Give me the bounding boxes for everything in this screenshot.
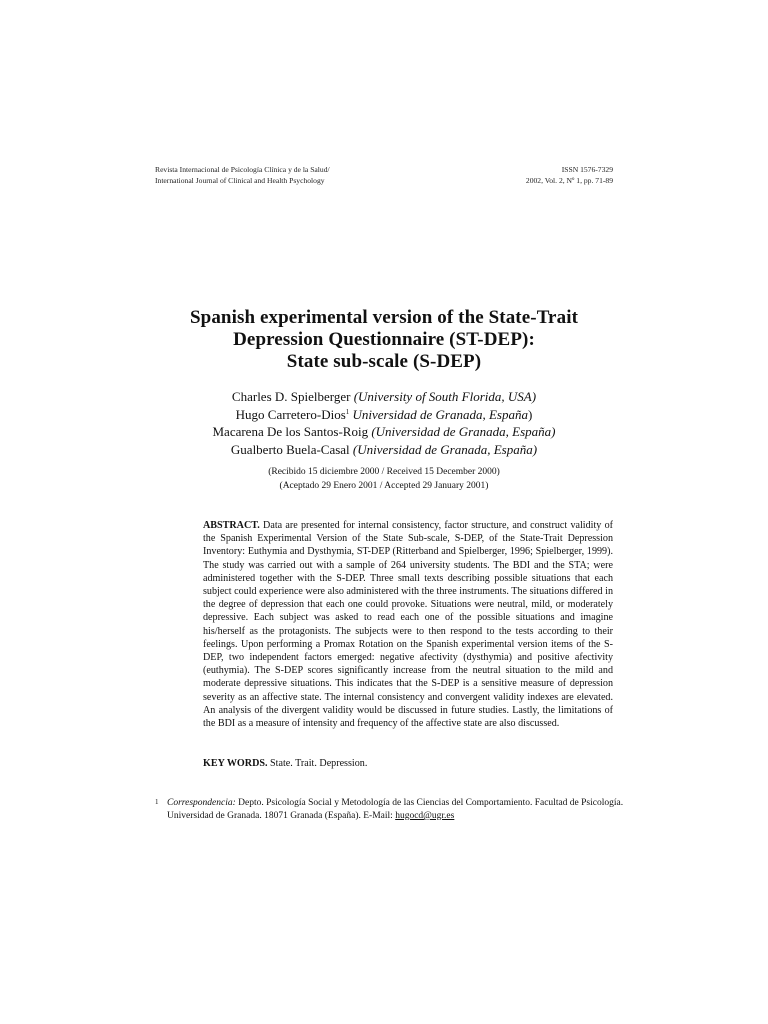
- abstract-paragraph: [203, 519, 613, 730]
- author-name: Gualberto Buela-Casal: [230, 441, 350, 457]
- received-date: (Recibido 15 diciembre 2000 / Received 15 December 2000): [268, 467, 500, 477]
- journal-name-block: [155, 164, 435, 186]
- author-entry: [120, 406, 648, 424]
- author-name: Macarena De los Santos-Roig: [212, 424, 369, 439]
- abstract-label: ABSTRACT.: [203, 520, 260, 531]
- paper-title: [120, 307, 648, 373]
- footnote-number: 1: [155, 798, 159, 806]
- issn: ISSN 1576-7329: [561, 165, 613, 174]
- author-entry: [120, 423, 648, 441]
- affiliation-close-paren: ): [528, 406, 533, 422]
- email-link[interactable]: hugocd@ugr.es: [395, 811, 455, 821]
- correspondence-footnote: [155, 797, 625, 823]
- author-entry: [120, 388, 648, 406]
- abstract-text: Data are presented for internal consistency, factor structure, and construct validity of the Spanish Experimental Version of the State Sub-scale, S-DEP, of the State-Trait Depression Inventory: Euthymia and Dysthymia, ST-DEP (Ritterband and Spielberger, 1996; Spielberger, 1999). The study was carried out with a sample of 264 university students. The BDI and the STA; were administered together with the S-DEP. Three small texts describing possible situations that each subject could experience were also administered with the three instruments. The situations differed in the degree of depression that each one could provoke. Situations were neutral, mild, or moderately depressive. Each subject was asked to read each one of the possible situations and imagine his/herself as the protagonists. The subjects were to then respond to the tests according to their feelings. Upon performing a Promax Rotation on the Spanish experimental version items of the S-DEP, two independent factors emerged: negative afectivity (dysthymia) and positive afectivity (euthymia). The S-DEP scores significantly increase from the neutral situation to the mild and moderate depressive situations. This indicates that the S-DEP is a sensitive measure of depression severity as an affective state. The internal consistency and convergent validity indexes are elevated. An analysis of the divergent validity would be discussed in future studies. Lastly, the limitations of the BDI as a measure of intensity and frequency of the affective state are also discussed.: [203, 520, 613, 730]
- author-affiliation: (Universidad de Granada, España): [352, 441, 538, 457]
- author-list: [120, 388, 648, 458]
- author-name: Hugo Carretero-Dios: [235, 406, 346, 422]
- author-name: Charles D. Spielberger: [231, 389, 351, 404]
- journal-issue-block: [413, 164, 613, 186]
- author-affiliation: Universidad de Granada, España: [352, 406, 528, 422]
- keywords-label: KEY WORDS.: [203, 758, 268, 769]
- keywords-text: State. Trait. Depression.: [270, 758, 368, 769]
- author-affiliation: (University of South Florida, USA): [353, 389, 537, 404]
- submission-dates: [120, 465, 648, 493]
- author-entry: [120, 441, 648, 459]
- author-affiliation: (Universidad de Granada, España): [371, 424, 556, 439]
- title-line-2: Depression Questionnaire (ST-DEP):: [233, 329, 535, 350]
- title-line-3: State sub-scale (S-DEP): [286, 351, 482, 372]
- title-line-1: Spanish experimental version of the State-Trait: [189, 307, 578, 328]
- journal-name-english: International Journal of Clinical and Health Psychology: [155, 176, 325, 185]
- correspondence-label: Correspondencia:: [167, 798, 236, 808]
- footnote-marker: 1: [345, 407, 350, 416]
- correspondence-address: Depto. Psicología Social y Metodología de las Ciencias del Comportamiento. Facultad de Psicología. Universidad de Granada. 18071 Granada (España). E-Mail:: [167, 798, 624, 821]
- accepted-date: (Aceptado 29 Enero 2001 / Accepted 29 January 2001): [279, 481, 489, 491]
- volume-info: 2002, Vol. 2, Nº 1, pp. 71-89: [525, 176, 613, 185]
- keywords: [203, 757, 613, 770]
- abstract: [203, 519, 613, 730]
- journal-name-spanish: Revista Internacional de Psicología Clínica y de la Salud/: [155, 165, 330, 174]
- footnote-text-block: [167, 797, 625, 823]
